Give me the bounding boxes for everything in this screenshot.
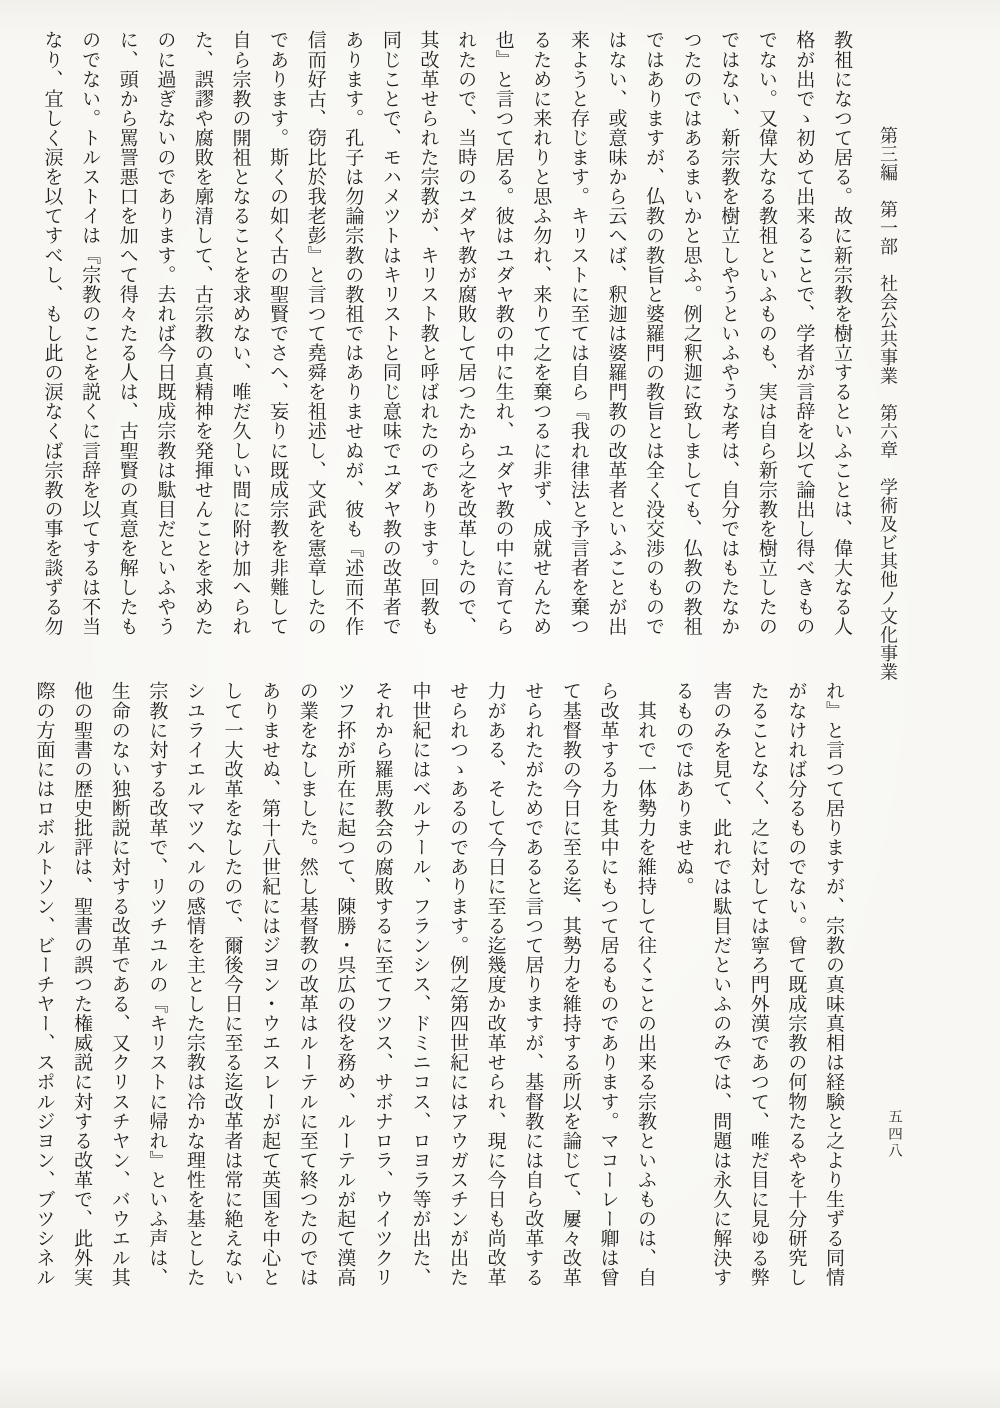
text-block-top xyxy=(30,30,860,654)
text-column: 他の聖書の歴史批評は、聖書の誤つた権威説に対する改革で、此外実 xyxy=(71,681,94,1288)
text-column: ら改革する力を其中にもつて居るものであります。マコーレー卿は曾 xyxy=(597,681,620,1288)
text-column: 中世紀にはベルナール、フランシス、ドミニコス、ロヨラ等が出た、 xyxy=(409,681,432,1288)
text-column: はない、或意味から云へば、釈迦は婆羅門教の改革者といふことが出 xyxy=(605,30,628,637)
text-column: 信而好古、窃比於我老彭』と言つて堯舜を祖述し、文武を憲章したの xyxy=(304,30,327,637)
text-column: 力がある、そして今日に至る迄幾度か改革せられ、現に今日も尚改革 xyxy=(484,681,507,1288)
text-column: ではない、新宗教を樹立しやうといふやうな考は、自分ではもたなか xyxy=(718,30,741,637)
text-column: て基督教の今日に至る迄、其勢力を維持する所以を論じて、屢々改革 xyxy=(559,681,582,1288)
text-column: 同じことで、モハメツトはキリストと同じ意味でユダヤ教の改革者で xyxy=(379,30,402,637)
text-column: 其れで一体勢力を維持して往くことの出来る宗教といふものは、自 xyxy=(635,681,658,1288)
text-column: なり、宜しく涙を以てすべし、もし此の涙なくば宗教の事を談ずる勿 xyxy=(41,30,64,637)
text-column: るために来れりと思ふ勿れ、来りて之を棄つるに非ず、成就せんため xyxy=(530,30,553,637)
text-column: せられたがためであると言つて居りますが、基督教には自ら改革する xyxy=(522,681,545,1288)
text-column: シユライエルマツヘルの感情を主とした宗教は冷かな理性を基とした xyxy=(183,681,206,1288)
text-column: 格が出でゝ初めて出来ることで、学者が言辞を以て論出し得べきもの xyxy=(793,30,816,637)
text-column: の業をなしました。然し基督教の改革はルーテルに至て終つたのでは xyxy=(296,681,319,1288)
text-column: 害のみを見て、此れでは駄目だといふのみでは、問題は永久に解決す xyxy=(710,681,733,1288)
text-column: に、頭から罵詈悪口を加へて得々たる人は、古聖賢の真意を解したも xyxy=(116,30,139,637)
text-column: 自ら宗教の開祖となることを求めない、唯だ久しい間に附け加へられ xyxy=(229,30,252,637)
text-column: 其改革せられた宗教が、キリスト教と呼ばれたのであります。回教も xyxy=(417,30,440,637)
page-number: 五四八 xyxy=(886,1109,902,1160)
text-column: ありませぬ、第十八世紀にはジヨン・ウエスレーが起て英国を中心と xyxy=(259,681,282,1288)
text-column: 宗教に対する改革で、リツチユルの『キリストに帰れ』といふ声は、 xyxy=(146,681,169,1288)
text-column: ツフ抔が所在に起つて、陳勝・呉広の役を務め、ルーテルが起て漢高 xyxy=(334,681,357,1288)
text-column: れ』と言つて居りますが、宗教の真味真相は経験と之より生ずる同情 xyxy=(823,681,845,1288)
text-column: ではありますが、仏教の教旨と婆羅門の教旨とは全く没交渉のもので xyxy=(643,30,666,637)
text-column: 来ようと存じます。キリストに至ては自ら『我れ律法と予言者を棄つ xyxy=(567,30,590,637)
text-column: のに過ぎないのであります。去れば今日既成宗教は駄目だといふやう xyxy=(154,30,177,637)
text-column: でない。又偉大なる教祖といふものも、実は自ら新宗教を樹立したの xyxy=(755,30,778,637)
text-column: 際の方面にはロボルトソン、ビーチヤー、スポルジヨン、ブツシネル xyxy=(33,681,56,1288)
text-column: れたので、当時のユダヤ教が腐敗して居つたから之を改革したので、 xyxy=(455,30,478,637)
text-column: のでない。トルストイは『宗教のことを説くに言辞を以てするは不当 xyxy=(79,30,102,637)
text-column: 也』と言つて居る。彼はユダヤ教の中に生れ、ユダヤ教の中に育てら xyxy=(492,30,515,637)
text-column: たることなく、之に対しては寧ろ門外漢であつて、唯だ目に見ゆる弊 xyxy=(747,681,770,1288)
text-column: であります。斯くの如く古の聖賢でさへ、妄りに既成宗教を非難して xyxy=(267,30,290,637)
text-column: つたのではあるまいかと思ふ。例之釈迦に致しましても、仏教の教祖 xyxy=(680,30,703,637)
running-header: 第三編 第一部 社会公共事業 第六章 学術及ビ其他ノ文化事業 xyxy=(877,126,898,681)
text-block-bottom xyxy=(22,681,852,1305)
text-column: して一大改革をなしたので、爾後今日に至る迄改革者は常に絶えない xyxy=(221,681,244,1288)
text-column: 生命のない独断説に対する改革である、又クリスチヤン、バウエル其 xyxy=(108,681,131,1288)
text-column: せられつゝあるのであります。例之第四世紀にはアウガスチンが出た xyxy=(447,681,470,1288)
text-column: がなければ分るものでない。曾て既成宗教の何物たるやを十分研究し xyxy=(785,681,808,1288)
text-column: るものではありませぬ。 xyxy=(672,681,695,897)
text-column: それから羅馬教会の腐敗するに至てフツス、サボナロラ、ウイツクリ xyxy=(371,681,394,1288)
text-column: た、誤謬や腐敗を廓清して、古宗教の真精神を発揮せんことを求めた xyxy=(191,30,214,637)
text-column: あります。孔子は勿論宗教の教祖ではありませぬが、彼も『述而不作 xyxy=(342,30,365,637)
text-column: 教祖になつて居る。故に新宗教を樹立するといふことは、偉大なる人 xyxy=(831,30,853,637)
